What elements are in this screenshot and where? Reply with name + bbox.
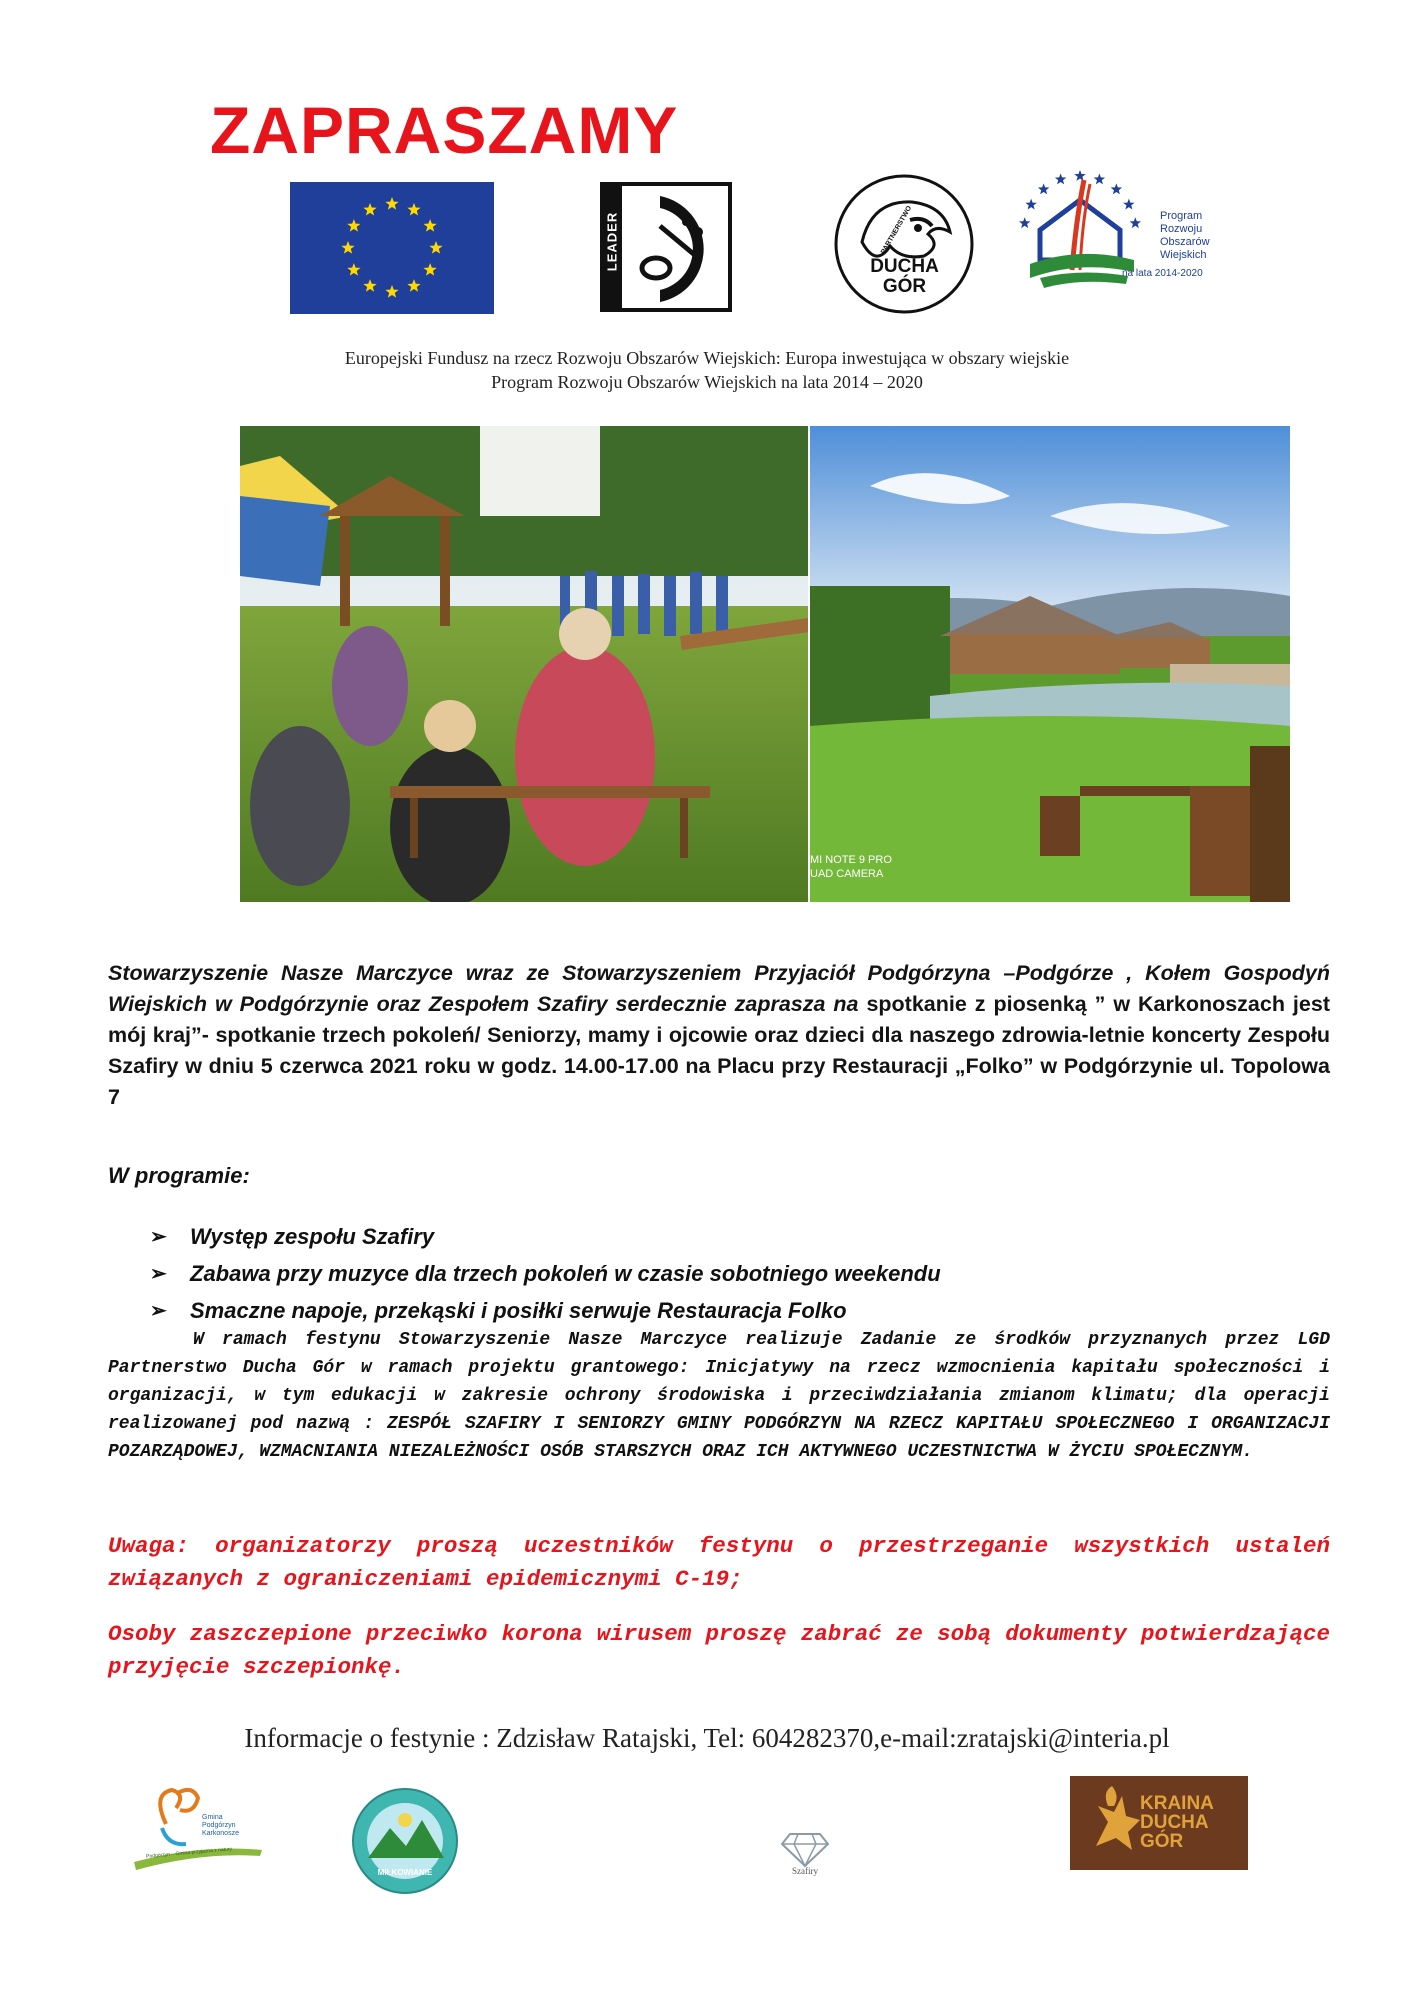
bullet-arrow-icon: ➢ [150, 1226, 167, 1248]
bullet-arrow-icon: ➢ [150, 1300, 167, 1322]
prow-logo [1010, 160, 1230, 300]
bullet-arrow-icon: ➢ [150, 1263, 167, 1285]
gmina-tagline: Podgórzyn – Gmina przyjazna z natury [145, 1846, 233, 1860]
prow-star-icon [1055, 173, 1066, 184]
partnerstwo-small-text: PARTNERSTWO [880, 204, 914, 256]
warning-vaccination [108, 1618, 1330, 1684]
list-item [150, 1218, 941, 1255]
prow-star-icon [1074, 170, 1085, 181]
kraina-line: DUCHA [1140, 1812, 1209, 1833]
contact-info: Informacje o festynie : Zdzisław Ratajski, Tel: 604282370,e-mail:zratajski@interia.pl [244, 1723, 1170, 1753]
szafiry-text: Szafiry [792, 1866, 818, 1876]
eu-star-icon [363, 203, 376, 216]
eu-star-icon [423, 263, 436, 276]
restaurant-lake-photo [810, 426, 1290, 902]
program-item: Smaczne napoje, przekąski i posiłki serwuje Restauracja Folko [190, 1297, 847, 1323]
milkowianie-logo [350, 1786, 460, 1896]
eu-star-icon [341, 241, 354, 254]
fund-line-1: Europejski Fundusz na rzecz Rozwoju Obszarów Wiejskich: Europa inwestująca w obszary wiejskie [344, 348, 1070, 368]
program-list [150, 1218, 941, 1329]
list-item [150, 1292, 941, 1329]
warning-text: Uwaga: organizatorzy proszą uczestników festynu o przestrzeganie wszystkich ustaleń związanych z ograniczeniami epidemicznymi C-19; [108, 1533, 1330, 1592]
warning-epidemic [108, 1530, 1330, 1596]
prow-star-icon [1123, 199, 1134, 210]
eu-star-icon [429, 241, 442, 254]
eu-star-icon [407, 279, 420, 292]
kraina-line: GÓR [1140, 1831, 1184, 1852]
prow-line: Obszarów [1160, 236, 1210, 248]
leader-logo [600, 182, 732, 312]
prow-line: Rozwoju [1160, 223, 1203, 235]
program-heading: W programie: [108, 1163, 250, 1188]
prow-star-icon [1111, 183, 1122, 194]
eu-star-icon [347, 263, 360, 276]
prow-years: na lata 2014-2020 [1122, 268, 1203, 279]
list-item [150, 1255, 941, 1292]
kraina-text [1140, 1794, 1214, 1851]
grant-paragraph: W ramach festynu Stowarzyszenie Nasze Marczyce realizuje Zadanie ze środków przyznanych przez LGD Partnerstwo Ducha Gór w ramach projektu grantowego: Inicjatywy na rzecz wzmocnienia kapitału społeczności i organizacji, w tym edukacji w zakresie ochrony środowiska i przeciwdziałania zmianom klimatu; dla operacji realizowanej pod nazwą : ZESPÓŁ SZAFIRY I SENIORZY GMINY PODGÓRZYN NA RZECZ KAPITAŁU SPOŁECZNEGO I ORGANIZACJI POZARZĄDOWEJ, WZMACNIANIA NIEZALEŻNOŚCI OSÓB STARSZYCH ORAZ ICH AKTYWNEGO UCZESTNICTWA W ŻYCIU SPOŁECZNYM. [108, 1330, 1330, 1462]
gmina-line: Karkonosze [202, 1830, 239, 1837]
eu-star-icon [423, 219, 436, 232]
prow-star-icon [1038, 183, 1049, 194]
warning-text: Osoby zaszczepione przeciwko korona wirusem proszę zabrać ze sobą dokumenty potwierdzające przyjęcie szczepionkę. [108, 1621, 1330, 1680]
invitation-text [108, 958, 1330, 1113]
gmina-text [202, 1814, 239, 1838]
eu-star-icon [385, 285, 398, 298]
program-item: Występ zespołu Szafiry [190, 1223, 435, 1249]
milkowianie-text: MIŁKOWIANIE [377, 1868, 433, 1877]
gmina-line: Gmina [202, 1814, 223, 1821]
program-item: Zabawa przy muzyce dla trzech pokoleń w czasie sobotniego weekendu [190, 1260, 941, 1286]
leader-text: LEADER [604, 211, 620, 272]
photo-caption-2: UAD CAMERA [810, 868, 884, 880]
eu-star-icon [407, 203, 420, 216]
prow-text [1160, 210, 1210, 262]
prow-star-icon [1025, 199, 1036, 210]
kraina-line: KRAINA [1140, 1793, 1214, 1814]
eu-star-icon [385, 197, 398, 210]
grant-info [108, 1326, 1330, 1466]
concert-photo [240, 426, 808, 902]
partnerstwo-text-ducha: DUCHA [870, 256, 939, 277]
page-title: ZAPRASZAMY [210, 93, 679, 167]
prow-star-icon [1130, 217, 1141, 228]
prow-line: Wiejskich [1160, 249, 1207, 261]
eu-star-icon [363, 279, 376, 292]
fund-line-2: Program Rozwoju Obszarów Wiejskich na lata 2014 – 2020 [491, 372, 923, 392]
partnerstwo-text-gor: GÓR [882, 276, 927, 297]
prow-star-icon [1019, 217, 1030, 228]
gmina-podgorzyn-logo [132, 1784, 272, 1874]
eu-flag-logo [290, 182, 494, 314]
kraina-ducha-gor-logo [1070, 1776, 1248, 1870]
prow-line: Program [1160, 210, 1203, 222]
photo-caption-1: MI NOTE 9 PRO [810, 854, 892, 866]
invitation-details: spotkanie z piosenką ” w Karkonoszach jest mój kraj”- spotkanie trzech pokoleń/ Seniorzy, mamy i ojcowie oraz dzieci dla naszego zdrowia-letnie koncerty Zespołu Szafiry w dniu 5 czerwca 2021 roku w godz. 14.00-17.00 na Placu przy Restauracji „Folko” w Podgórzynie ul. Topolowa 7 [108, 992, 1330, 1109]
gmina-line: Podgórzyn [202, 1822, 236, 1829]
invitation-organizers: Stowarzyszenie Nasze Marczyce wraz ze Stowarzyszeniem Przyjaciół Podgórzyna –Podgórze , Kołem Gospodyń Wiejskich w Podgórzynie oraz Zespołem Szafiry serdecznie zaprasza na [108, 961, 1330, 1016]
szafiry-logo [780, 1828, 830, 1888]
prow-star-icon [1094, 173, 1105, 184]
eu-star-icon [347, 219, 360, 232]
partnerstwo-ducha-gor-logo [832, 172, 977, 317]
